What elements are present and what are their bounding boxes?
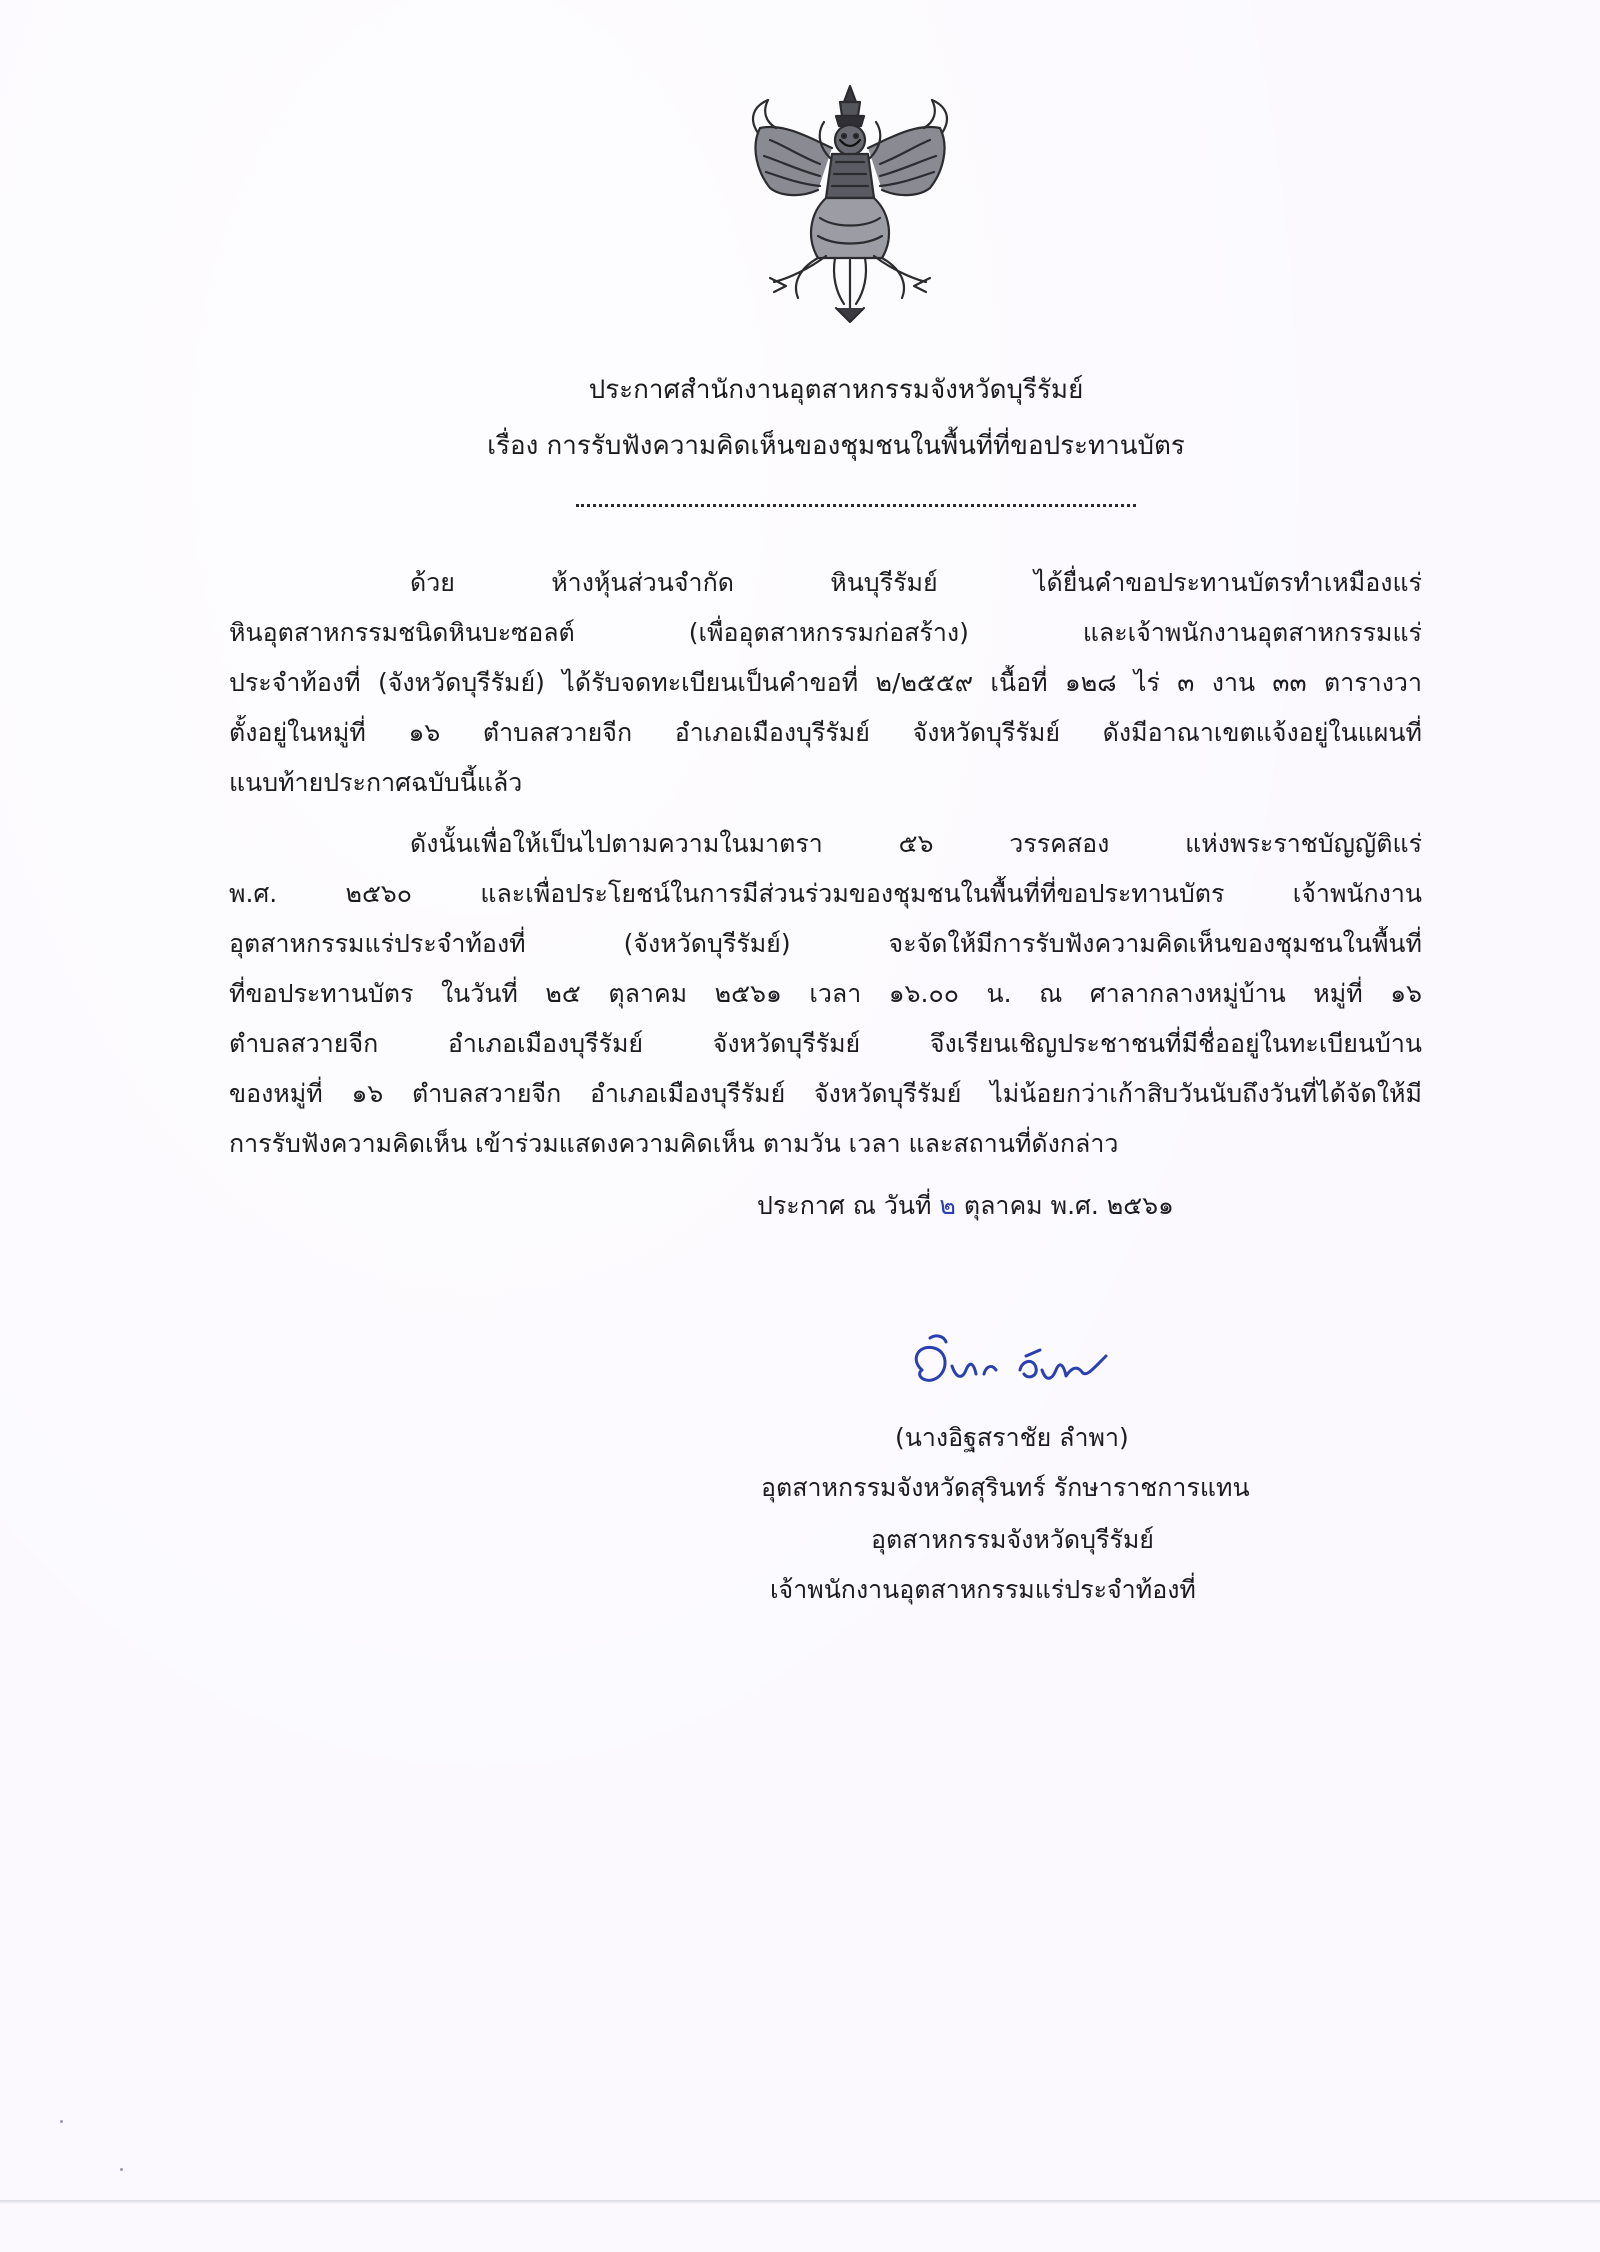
paragraph-line: ดังนั้นเพื่อให้เป็นไปตามความในมาตรา ๕๖ วรรคสอง แห่งพระราชบัญญัติแร่ bbox=[410, 829, 1422, 858]
paper-speck bbox=[120, 2168, 123, 2171]
announcement-subject: เรื่อง การรับฟังความคิดเห็นของชุมชนในพื้นที่ที่ขอประทานบัตร bbox=[487, 431, 1185, 461]
signer-title-1: อุตสาหกรรมจังหวัดสุรินทร์ รักษาราชการแทน bbox=[761, 1473, 1250, 1502]
paragraph-line: หินอุตสาหกรรมชนิดหินบะซอลต์ (เพื่ออุตสาหกรรมก่อสร้าง) และเจ้าพนักงานอุตสาหกรรมแร่ bbox=[229, 618, 1422, 647]
signer-title-2: อุตสาหกรรมจังหวัดบุรีรัมย์ bbox=[871, 1525, 1154, 1554]
paragraph-line: พ.ศ. ๒๕๖๐ และเพื่อประโยชน์ในการมีส่วนร่วมของชุมชนในพื้นที่ที่ขอประทานบัตร เจ้าพนักงาน bbox=[229, 879, 1422, 908]
announce-day: ๒ bbox=[939, 1191, 956, 1220]
dotted-divider bbox=[576, 484, 1136, 507]
paragraph-line: ด้วย ห้างหุ้นส่วนจำกัด หินบุรีรัมย์ ได้ยื่นคำขอประทานบัตรทำเหมืองแร่ bbox=[410, 568, 1422, 597]
paragraph-line: ตั้งอยู่ในหมู่ที่ ๑๖ ตำบลสวายจีก อำเภอเมืองบุรีรัมย์ จังหวัดบุรีรัมย์ ดังมีอาณาเขตแจ้งอยู่ในแผนที่ bbox=[229, 718, 1422, 747]
announce-suffix: ตุลาคม พ.ศ. ๒๕๖๑ bbox=[963, 1191, 1174, 1220]
paragraph-line: การรับฟังความคิดเห็น เข้าร่วมแสดงความคิดเห็น ตามวัน เวลา และสถานที่ดังกล่าว bbox=[229, 1129, 1119, 1158]
paper-speck bbox=[60, 2120, 63, 2123]
signer-title-3: เจ้าพนักงานอุตสาหกรรมแร่ประจำท้องที่ bbox=[770, 1575, 1196, 1604]
signer-name: (นางอิฐสราชัย ลำพา) bbox=[895, 1423, 1129, 1452]
garuda-emblem-icon bbox=[740, 78, 960, 328]
paragraph-line: ประจำท้องที่ (จังหวัดบุรีรัมย์) ได้รับจดทะเบียนเป็นคำขอที่ ๒/๒๕๕๙ เนื้อที่ ๑๒๘ ไร่ ๓ งาน ๓๓ ตารางวา bbox=[229, 668, 1422, 697]
handwritten-signature bbox=[900, 1330, 1140, 1420]
announcement-date bbox=[757, 1188, 1277, 1224]
paragraph-line: แนบท้ายประกาศฉบับนี้แล้ว bbox=[229, 768, 523, 797]
announce-prefix: ประกาศ ณ วันที่ bbox=[757, 1191, 932, 1220]
paragraph-line: ตำบลสวายจีก อำเภอเมืองบุรีรัมย์ จังหวัดบุรีรัมย์ จึงเรียนเชิญประชาชนที่มีชื่ออยู่ในทะเบียนบ้าน bbox=[229, 1029, 1422, 1058]
scan-edge bbox=[0, 2200, 1600, 2204]
announcement-title: ประกาศสำนักงานอุตสาหกรรมจังหวัดบุรีรัมย์ bbox=[588, 375, 1084, 405]
paragraph-line: ของหมู่ที่ ๑๖ ตำบลสวายจีก อำเภอเมืองบุรีรัมย์ จังหวัดบุรีรัมย์ ไม่น้อยกว่าเก้าสิบวันนับถึงวันที่ได้จัดให้มี bbox=[229, 1079, 1422, 1108]
paragraph-line: ที่ขอประทานบัตร ในวันที่ ๒๕ ตุลาคม ๒๕๖๑ เวลา ๑๖.๐๐ น. ณ ศาลากลางหมู่บ้าน หมู่ที่ ๑๖ bbox=[229, 979, 1422, 1008]
paragraph-line: อุตสาหกรรมแร่ประจำท้องที่ (จังหวัดบุรีรัมย์) จะจัดให้มีการรับฟังความคิดเห็นของชุมชนในพื้นที่ bbox=[229, 929, 1422, 958]
